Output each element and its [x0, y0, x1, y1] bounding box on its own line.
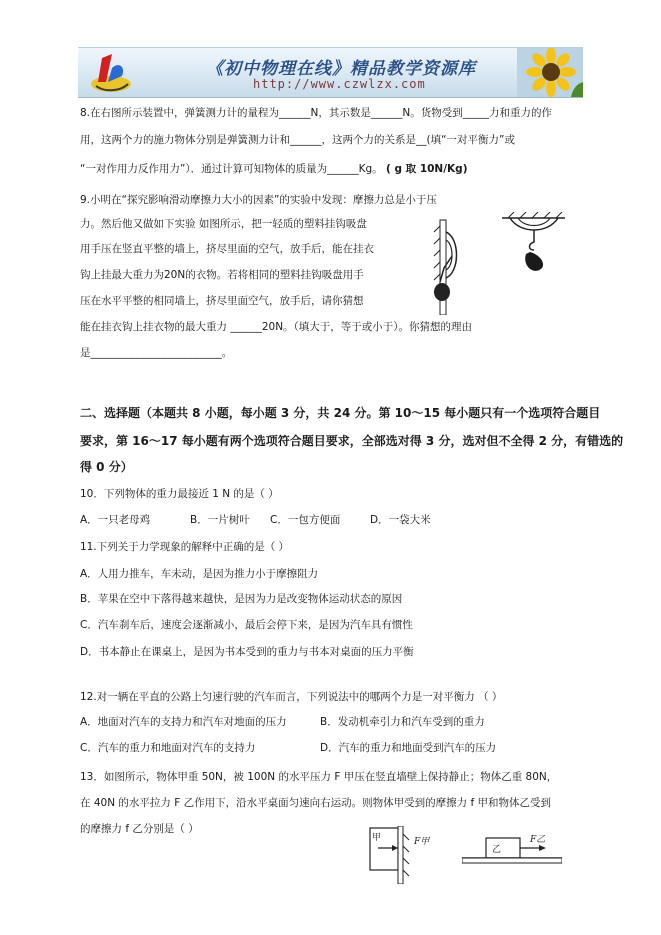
- fig-label-yi: 乙: [492, 845, 502, 855]
- q10-option-a: A．一只老母鸡: [80, 514, 151, 526]
- q10-options: [80, 513, 431, 527]
- header-banner: [78, 47, 583, 98]
- q11-option-a: A．人用力推车，车未动，是因为推力小于摩擦阻力: [80, 568, 319, 580]
- q9-line-5: 压在水平平整的相同墙上，挤尽里面空气，放手后，请你猜想: [80, 295, 364, 307]
- q11-option-c: C．汽车刹车后，速度会逐渐减小，最后会停下来，是因为汽车具有惯性: [80, 619, 413, 631]
- q12-option-a: A．地面对汽车的支持力和汽车对地面的压力: [80, 716, 287, 728]
- q9-line-4: 钩上挂最大重力为20N的衣物。若将相同的塑料挂钩吸盘用手: [80, 269, 364, 281]
- q11-stem: 11.下列关于力学现象的解释中正确的是（ ）: [80, 541, 290, 553]
- block-jia-figure: [358, 826, 448, 884]
- banner-title: 《初中物理在线》精品教学资源库: [206, 59, 476, 79]
- q9-line-3: 用手压在竖直平整的墙上，挤尽里面的空气，放手后，能在挂衣: [80, 243, 374, 255]
- q9-line-7: 是_________________________。: [80, 347, 233, 359]
- q12-stem: 12.对一辆在平直的公路上匀速行驶的汽车而言，下列说法中的哪两个力是一对平衡力 （ ）: [80, 691, 503, 703]
- q9-line-6: 能在挂衣钩上挂衣物的最大重力 ______20N。（填大于，等于或小于）。你猜想的理由: [80, 321, 473, 333]
- section-2-line-3: 得 0 分）: [80, 460, 133, 474]
- section-2-line-2: 要求，第 16～17 每小题有两个选项符合题目要求，全部选对得 3 分，选对但不全得 2 分，有错选的: [80, 434, 624, 448]
- fig-label-f-jia: F甲: [414, 837, 430, 847]
- q8-line-2: 用，这两个力的施力物体分别是弹簧测力计和______，这两个力的关系是__(填“一对平衡力”或: [80, 134, 515, 146]
- q13-line-3: 的摩擦力 f 乙分别是（ ）: [80, 823, 199, 835]
- fig-label-jia: 甲: [372, 833, 382, 843]
- fig-label-f-yi: F乙: [530, 835, 546, 845]
- q9-line-2: 力。然后他又做如下实验 如图所示，把一轻质的塑料挂钩吸盘: [80, 218, 367, 230]
- q8-line-3-text: “一对作用力反作用力”）．通过计算可知物体的质量为______Kg。: [80, 163, 383, 175]
- q8-line-3: [80, 162, 468, 176]
- q13-line-2: 在 40N 的水平拉力 F 乙作用下，沿水平桌面匀速向右运动。则物体甲受到的摩擦力 f 甲和物体乙受到: [80, 797, 551, 809]
- q12-options-cd: [80, 741, 496, 755]
- q10-option-c: C．一包方便面: [270, 514, 341, 526]
- q11-option-b: B．苹果在空中下落得越来越快，是因为力是改变物体运动状态的原因: [80, 593, 403, 605]
- block-yi-figure: [462, 830, 562, 870]
- q10-option-b: B．一片树叶: [190, 514, 250, 526]
- q8-line-1: 8.在右图所示装置中，弹簧测力计的量程为______N，其示数是______N。货物受到_____力和重力的作: [80, 107, 552, 119]
- q8-gravity-note: ( g 取 10N/Kg): [386, 163, 468, 175]
- q11-option-d: D．书本静止在课桌上，是因为书本受到的重力与书本对桌面的压力平衡: [80, 646, 414, 658]
- q10-option-d: D．一袋大米: [370, 514, 431, 526]
- section-2-heading: 二、选择题（本题共 8 小题，每小题 3 分，共 24 分。第 10～15 每小题只有一个选项符合题目: [80, 406, 601, 420]
- sunflower-icon: [517, 48, 583, 97]
- q10-stem: 10．下列物体的重力最接近 1 N 的是（ ）: [80, 488, 279, 500]
- q12-option-d: D．汽车的重力和地面受到汽车的压力: [320, 742, 497, 754]
- q13-line-1: 13．如图所示，物体甲重 50N，被 100N 的水平压力 F 甲压在竖直墙壁上保持静止；物体乙重 80N，: [80, 771, 558, 783]
- logo-icon: [88, 52, 134, 94]
- banner-url: http://www.czwlzx.com: [253, 77, 426, 91]
- q12-option-b: B．发动机牵引力和汽车受到的重力: [320, 716, 485, 728]
- suction-hook-figure: [430, 212, 565, 315]
- q12-options-ab: [80, 715, 485, 729]
- q9-line-1: 9.小明在“探究影响滑动摩擦力大小的因素”的实验中发现：摩擦力总是小于压: [80, 194, 437, 206]
- q12-option-c: C．汽车的重力和地面对汽车的支持力: [80, 742, 256, 754]
